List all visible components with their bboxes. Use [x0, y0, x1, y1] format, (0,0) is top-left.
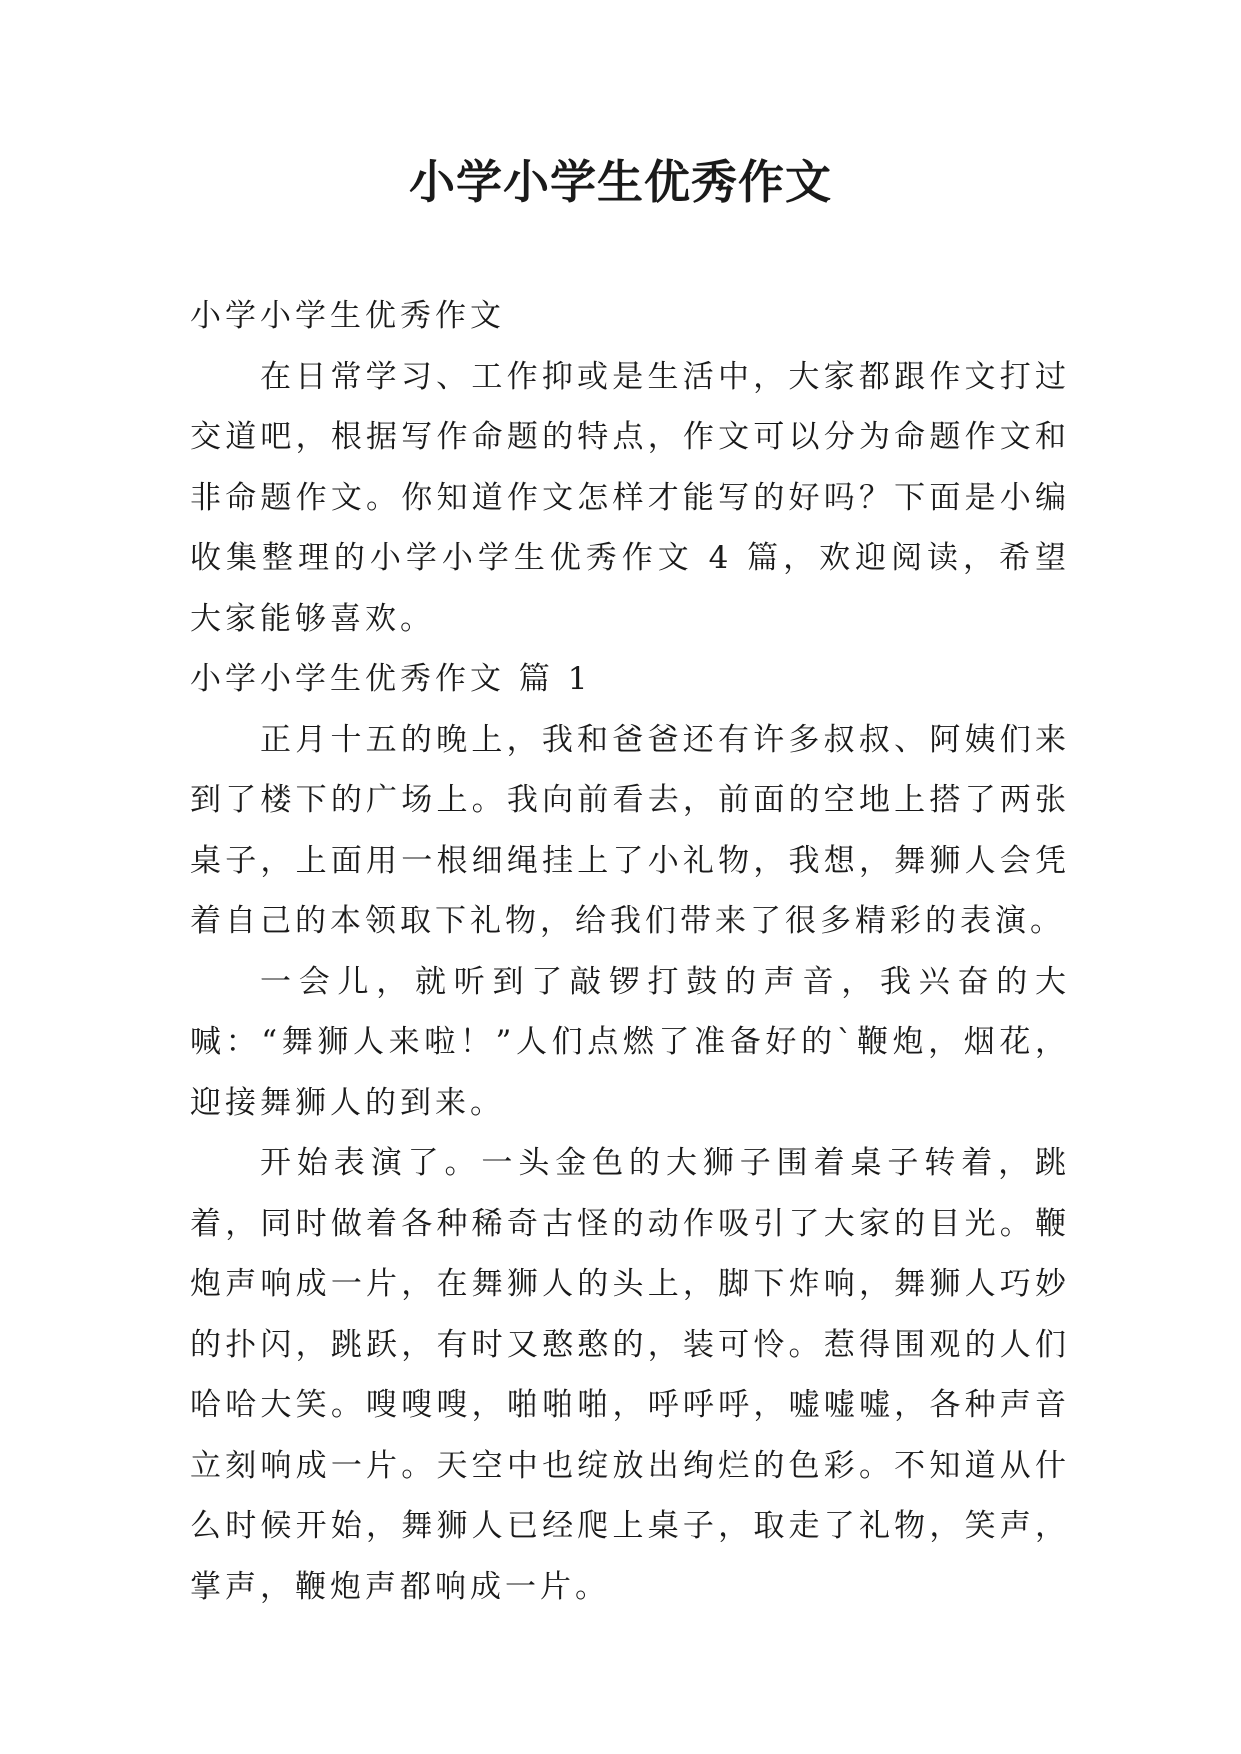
body-paragraph: 正月十五的晚上，我和爸爸还有许多叔叔、阿姨们来到了楼下的广场上。我向前看去，前面的空地上搭了两张桌子，上面用一根细绳挂上了小礼物，我想，舞狮人会凭着自己的本领取下礼物，给我们带来了很多精彩的表演。	[190, 721, 1070, 939]
section-heading: 小学小学生优秀作文 篇 1	[190, 661, 592, 697]
document-title: 小学小学生优秀作文	[409, 155, 832, 209]
section-heading: 小学小学生优秀作文	[190, 298, 505, 334]
intro-paragraph: 在日常学习、工作抑或是生活中，大家都跟作文打过交道吧，根据写作命题的特点，作文可以分为命题作文和非命题作文。你知道作文怎样才能写的好吗？下面是小编收集整理的小学小学生优秀作文 4 篇，欢迎阅读，希望大家能够喜欢。	[190, 358, 1070, 637]
body-paragraph: 一会儿，就听到了敲锣打鼓的声音，我兴奋的大喊：“舞狮人来啦！”人们点燃了准备好的`鞭炮，烟花，迎接舞狮人的到来。	[190, 963, 1070, 1121]
document-body	[190, 286, 1070, 1617]
body-paragraph: 开始表演了。一头金色的大狮子围着桌子转着，跳着，同时做着各种稀奇古怪的动作吸引了大家的目光。鞭炮声响成一片，在舞狮人的头上，脚下炸响，舞狮人巧妙的扑闪，跳跃，有时又憨憨的，装可怜。惹得围观的人们哈哈大笑。嗖嗖嗖，啪啪啪，呼呼呼，嘘嘘嘘，各种声音立刻响成一片。天空中也绽放出绚烂的色彩。不知道从什么时候开始，舞狮人已经爬上桌子，取走了礼物，笑声，掌声，鞭炮声都响成一片。	[190, 1145, 1070, 1605]
